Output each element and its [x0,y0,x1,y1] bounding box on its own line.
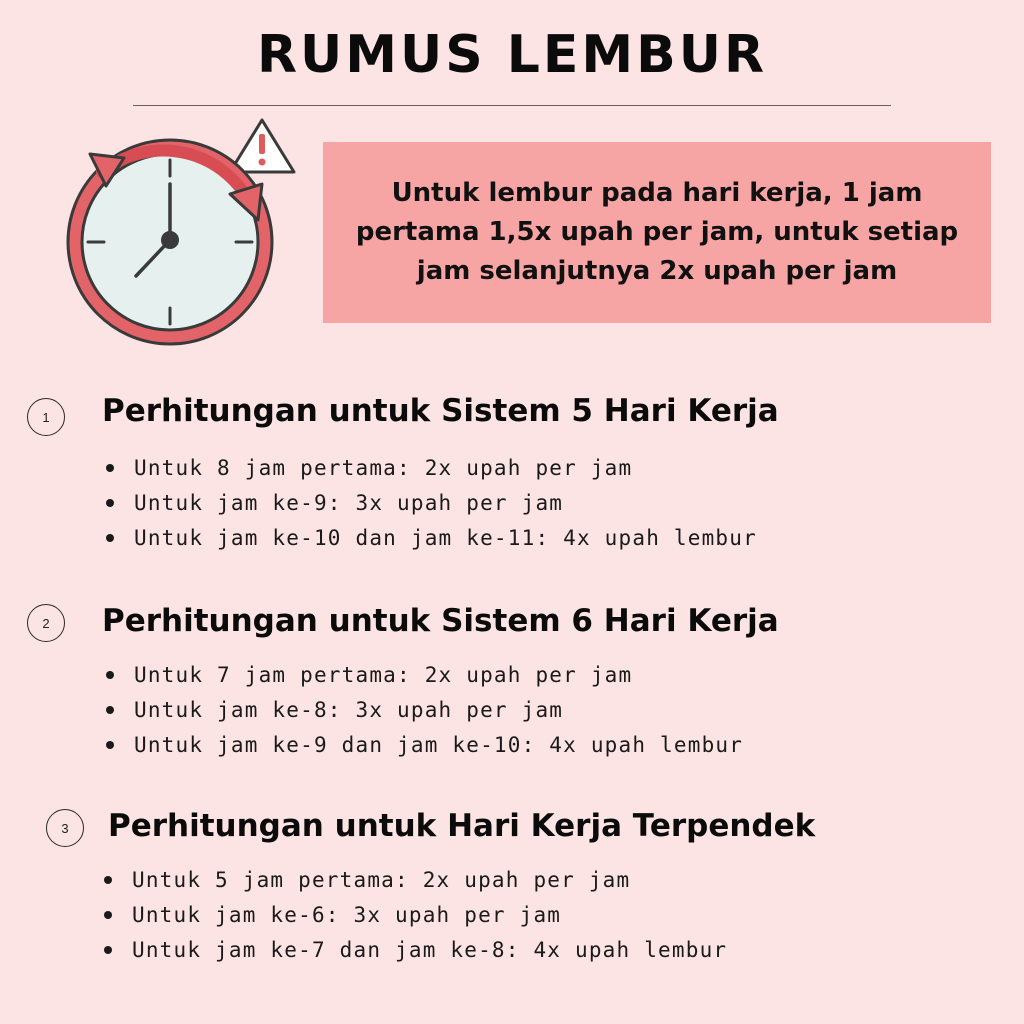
section-number-badge: 2 [27,604,65,642]
title-divider [133,105,891,106]
section-heading: Perhitungan untuk Hari Kerja Terpendek [108,808,816,844]
section-number-badge: 3 [46,809,84,847]
list-item-text: Untuk jam ke-9 dan jam ke-10: 4x upah lembur [134,733,744,757]
list-item [106,451,757,486]
list-item-text: Untuk jam ke-8: 3x upah per jam [134,698,564,722]
bullet-icon [104,876,112,884]
list-item [106,728,743,763]
overtime-callout [323,142,991,323]
bullet-icon [106,706,114,714]
page-title: RUMUS LEMBUR [256,25,768,85]
callout-text: Untuk lembur pada hari kerja, 1 jam pertama 1,5x upah per jam, untuk setiap jam selanjutnya 2x upah per jam [355,178,959,286]
bullet-icon [106,499,114,507]
clock-icon [62,112,312,352]
section-heading: Perhitungan untuk Sistem 5 Hari Kerja [102,393,779,429]
list-item-text: Untuk jam ke-7 dan jam ke-8: 4x upah lembur [132,938,728,962]
section-list [106,451,757,556]
list-item [106,693,743,728]
list-item-text: Untuk 8 jam pertama: 2x upah per jam [134,456,633,480]
section-list [104,863,727,968]
section-number-badge: 1 [27,398,65,436]
bullet-icon [104,911,112,919]
section-list [106,658,743,763]
bullet-icon [104,946,112,954]
list-item [106,658,743,693]
warning-icon [230,120,294,172]
list-item-text: Untuk jam ke-6: 3x upah per jam [132,903,562,927]
bullet-icon [106,534,114,542]
list-item [104,898,727,933]
bullet-icon [106,671,114,679]
list-item [106,521,757,556]
list-item [106,486,757,521]
list-item-text: Untuk jam ke-10 dan jam ke-11: 4x upah lembur [134,526,757,550]
bullet-icon [106,464,114,472]
section-heading: Perhitungan untuk Sistem 6 Hari Kerja [102,603,779,639]
list-item-text: Untuk jam ke-9: 3x upah per jam [134,491,564,515]
bullet-icon [106,741,114,749]
list-item-text: Untuk 7 jam pertama: 2x upah per jam [134,663,633,687]
list-item [104,933,727,968]
list-item [104,863,727,898]
list-item-text: Untuk 5 jam pertama: 2x upah per jam [132,868,631,892]
